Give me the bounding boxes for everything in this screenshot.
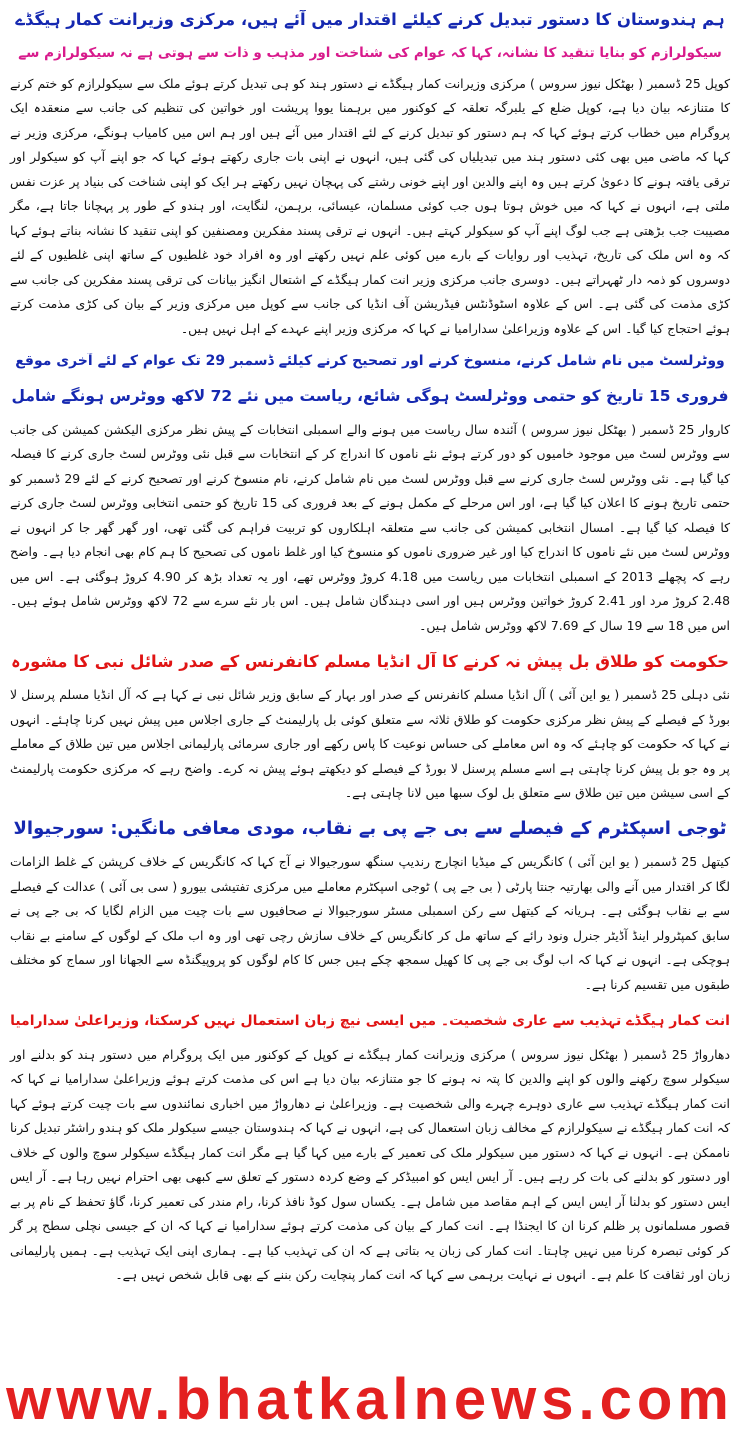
- headline-2g-spectrum: ٹوجی اسپکٹرم کے فیصلے سے بی جے پی بے نقاب، مودی معافی مانگیں: سورجیوالا: [13, 817, 727, 839]
- headline-voter-list: ووٹرلسٹ میں نام شامل کرنے، منسوخ کرنے اور تصحیح کرنے کیلئے ڈسمبر 29 تک عوام کے لئے آخری موقع: [15, 353, 725, 369]
- subheadline-secularism: سیکولرازم کو بنایا تنقید کا نشانہ، کہا کہ عوام کی شناخت اور مذہب و ذات سے ہوتی ہے نہ سیکولرازم سے: [18, 44, 722, 61]
- article-constitution-text: کوپل 25 ڈسمبر ( بھٹکل نیوز سروس ) مرکزی وزیرانت کمار ہیگڈے نے دستور ہند کو ہی تبدیل کرتے ہوئے ملک سے سیکولرازم کو ختم کرنے کا متنازعہ بیان دیا ہے، کوپل ضلع کے یلبرگہ تعلقہ کے کوکنور میں برہمنا یووا پریشت اور خواتین کی تنظیم کی جانب سے منعقدہ ایک پروگرام میں خطاب کرتے ہوئے کہا کہ ہم دستور کو تبدیل کرنے کے لئے اقتدار میں آئے ہیں اور ہم اس میں کامیاب ہونگے، مرکزی وزیر نے کہا کہ ماضی میں بھی کئی دستور ہند میں تبدیلیاں کی گئی ہیں، انہوں نے اپنی بات جاری رکھتے ہوئے کہا کہ جو اپنے آپ کو سیکولر اور ترقی یافتہ ہونے کا دعویٰ کرتے ہیں وہ اپنے والدین اور اپنے خونی رشتے کی پہچان نہیں رکھتے ہر ایک کو اپنی شناخت کی بنیاد پر عزت نفس ملتی ہے، انہوں نے کہا کہ میں خوش ہوتا ہوں جب کوئی مسلمان، عیسائی، برہمن، لنگایت، اور ہندو کے طور پر پہچانا جاتا ہے، مگر مصیبت جب بڑھتی ہے جب لوگ اپنے آپ کو سیکولر کہتے ہیں۔ انہوں نے ترقی پسند مفکرین ومصنفین کو اپنی تنقید کا نشانہ بناتے ہوئے کہا کہ وہ اس ملک کی تاریخ، تہذیب اور روایات کے بارے میں کوئی علم نہیں رکھتے اور وہ افراد خود غلطیوں کے ساتھ اپنی غلطیوں کے لئے دوسروں کو ذمہ دار ٹھہراتے ہیں۔ دوسری جانب مرکزی وزیر انت کمار ہیگڈے کے اشتعال انگیز بیانات کی ترقی پسند مفکرین کی جانب سے کڑی مذمت کی گئی ہے۔ اس کے علاوہ اسٹوڈنٹس فیڈریشن آف انڈیا کی جانب سے کوپل میں مرکزی وزیر کے بیان کی کڑی مذمت کرتے ہوئے احتجاج کیا گیا۔ اس کے علاوہ وزیراعلیٰ سدارامیا نے کہا کہ مرکزی وزیر اپنے عہدے کے اہل نہیں ہیں۔: [10, 75, 730, 336]
- headline-siddaramaiah: انت کمار ہیگڈے تہذیب سے عاری شخصیت۔ میں ایسی نیچ زبان استعمال نہیں کرسکتا، وزیراعلیٰ سدارامیا: [10, 1013, 730, 1029]
- article-2g-spectrum-text: کیتھل 25 ڈسمبر ( یو این آئی ) کانگریس کے میڈیا انچارج رندیپ سنگھ سورجیوالا نے آج کہا کہ کانگریس کے خلاف کرپشن کے غلط الزامات لگا کر اقتدار میں آنے والی بھارتیہ جنتا پارٹی ( بی جے پی ) ٹوجی اسپکٹرم معاملے میں مرکزی تفتیشی بیورو ( سی بی آئی ) عدالت کے فیصلے سے بے نقاب ہوگئی ہے۔ ہریانہ کے کیتھل سے رکن اسمبلی مسٹر سورجیوالا نے صحافیوں سے بات چیت میں الزام لگایا کہ بی جے پی نے سابق کمپٹرولر اینڈ آڈیٹر جنرل ونود رائے کے ساتھ مل کر کانگریس کے خلاف سازش رچی تھی اور وہ اب ملک کے لوگوں کے سامنے بے نقاب ہوچکی ہے۔ انہوں نے کہا کہ اب لوگ بی جے پی کا کھیل سمجھ چکے ہیں جس کا کام لوگوں کو پروپیگنڈہ سے الجھانا اور سماج کو مختلف طبقوں میں تقسیم کرنا ہے۔: [10, 854, 730, 992]
- article-talaq-bill-text: نئی دہلی 25 ڈسمبر ( یو این آئی ) آل انڈیا مسلم کانفرنس کے صدر اور بہار کے سابق وزیر شائل نبی نے کہا ہے کہ آل انڈیا مسلم پرسنل لا بورڈ کے فیصلے کے پیش نظر مرکزی حکومت کو طلاق ثلاثہ سے متعلق کوئی بل پارلیمنٹ کے جاری اجلاس میں پیش نہیں کرنا چاہئے۔ انہوں نے کہا کہ حکومت کو چاہئے کہ وہ اس معاملے کی حساس نوعیت کا پاس رکھے اور جاری سرمائی پارلیمانی اجلاس میں تین طلاق کے معاملے پر وہ جو بل پیش کرنا چاہتی ہے اسے مسلم پرسنل لا بورڈ کے فیصلے کو دیکھتے ہوئے پیش نہ کرے۔ واضح رہے کہ مرکزی حکومت پارلیمنٹ کے اسی سیشن میں تین طلاق سے متعلق بل لوک سبھا میں لانا چاہتی ہے۔: [10, 687, 730, 800]
- article-siddaramaiah-text: دھارواڑ 25 ڈسمبر ( بھٹکل نیوز سروس ) مرکزی وزیرانت کمار ہیگڈے نے کوپل کے کوکنور میں ایک پروگرام میں دستور ہند کو بدلنے اور سیکولر سوچ رکھنے والوں کو اپنے والدین کا پتہ نہ ہونے کا جو متنازعہ بیان دیا ہے اس کی مذمت کرتے ہوئے وزیراعلیٰ سدارامیا نے کہا کہ انت کمار ہیگڈے تہذیب سے عاری دوہرے چہرے والی شخصیت ہے۔ وزیراعلیٰ نے دھارواڑ میں اخباری نمائندوں سے بات چیت کرتے ہوئے کہا کہ انت کمار ہیگڈے نے سیکولرازم کے مخالف زبان استعمال کی ہے، انہوں نے کہا کہ ہندوستان جیسے سیکولر ملک کو ہندو راشٹر تبدیل کرنا ناممکن ہے۔ انہوں نے کہا کہ دستور میں سیکولر ملک کی تعمیر کے بارے میں کہا گیا ہے مگر انت کمار ہیگڈے سیکولر سوچ والوں کے خلاف اور دستور کو بدلنے کی بات کر رہے ہیں۔ آر ایس ایس کو امبیڈکر کے وضع کردہ دستور کے تعلق سے کبھی بھی احترام نہیں رہا ہے۔ آر ایس ایس دستور کو بدلنا آر ایس ایس کے اہم مقاصد میں شامل ہے۔ یکساں سول کوڈ نافذ کرنا، رام مندر کی تعمیر کرنا، گاؤ تحفظ کے نام پر بے قصور مسلمانوں پر ظلم کرنا ان کا ایجنڈا ہے۔ انت کمار کے بیان کی مذمت کرتے ہوئے سدارامیا نے کہا کہ ان کے جیسی نچلی سطح پر گر کر کوئی تبصرہ کرنا میں نہیں چاہتا۔ انت کمار کی زبان یہ بتاتی ہے کہ ان کی تہذیب کیا ہے۔ ہماری اپنی ایک تہذیب ہے۔ ہمیں پارلیمانی زبان اور ثقافت کا علم ہے۔ انہوں نے نہایت برہمی سے کہا کہ انت کمار پنچایت رکن بننے کے بھی قابل شخص نہیں ہے۔: [10, 1046, 730, 1282]
- footer-website-watermark: www.bhatkalnews.com: [6, 1367, 734, 1432]
- subheadline-final-voter-list: فروری 15 تاریخ کو حتمی ووٹرلسٹ ہوگی شائع، ریاست میں نئے 72 لاکھ ووٹرس ہونگے شامل: [11, 386, 729, 405]
- headline-talaq-bill: حکومت کو طلاق بل پیش نہ کرنے کا آل انڈیا مسلم کانفرنس کے صدر شائل نبی کا مشورہ: [10, 652, 730, 672]
- article-voter-list-text: کاروار 25 ڈسمبر ( بھٹکل نیوز سروس ) آئندہ سال ریاست میں ہونے والے اسمبلی انتخابات کے پیش نظر مرکزی الیکشن کمیشن کی جانب سے ووٹرس لسٹ میں موجود خامیوں کو دور کرتے ہوئے نئے ناموں کا اندراج کر کے انتخابات سے قبل نئی ووٹرس لسٹ جاری کرنے کا فیصلہ کیا گیا ہے۔ نئی ووٹرس لسٹ جاری کرنے سے قبل ووٹرس لسٹ میں نام شامل کرنے، نام منسوخ کرنے اور تصحیح کرنے کے لئے 29 ڈسمبر کو حتمی تاریخ ہونے کا اعلان کیا گیا ہے، اور اس مرحلے کے مکمل ہونے کے بعد فروری کی 15 تاریخ کو حتمی انتخابی ووٹرس لسٹ جاری کرنے کا فیصلہ کیا گیا ہے۔ امسال انتخابی کمیشن کی جانب سے متعلقہ اہلکاروں کو تربیت فراہم کی گئی تھی، اور گھر گھر جا کر انہوں نے ووٹرس لسٹ میں نئے ناموں کا اندراج کیا اور غیر ضروری ناموں کو منسوخ کیا اور غلط ناموں کی تصحیح کا ہم کام بھی انجام دیا ہے۔ واضح رہے کہ پچھلے 2013 کے اسمبلی انتخابات میں ریاست میں 4.18 کروڑ ووٹرس تھے، اور یہ تعداد بڑھ کر 4.90 کروڑ ہوگئی ہے۔ اس میں 2.48 کروڑ مرد اور 2.41 کروڑ خواتین ووٹرس ہیں اور اسی دہندگان شامل ہیں۔ اس بار نئے سرے سے 72 لاکھ ووٹرس شامل ہوئے ہیں۔ اس میں 18 سے 19 سال کے 7.69 لاکھ ووٹرس شامل ہیں۔: [10, 421, 730, 633]
- headline-constitution: ہم ہندوستان کا دستور تبدیل کرنے کیلئے اقتدار میں آئے ہیں، مرکزی وزیرانت کمار ہیگڈے: [15, 10, 725, 29]
